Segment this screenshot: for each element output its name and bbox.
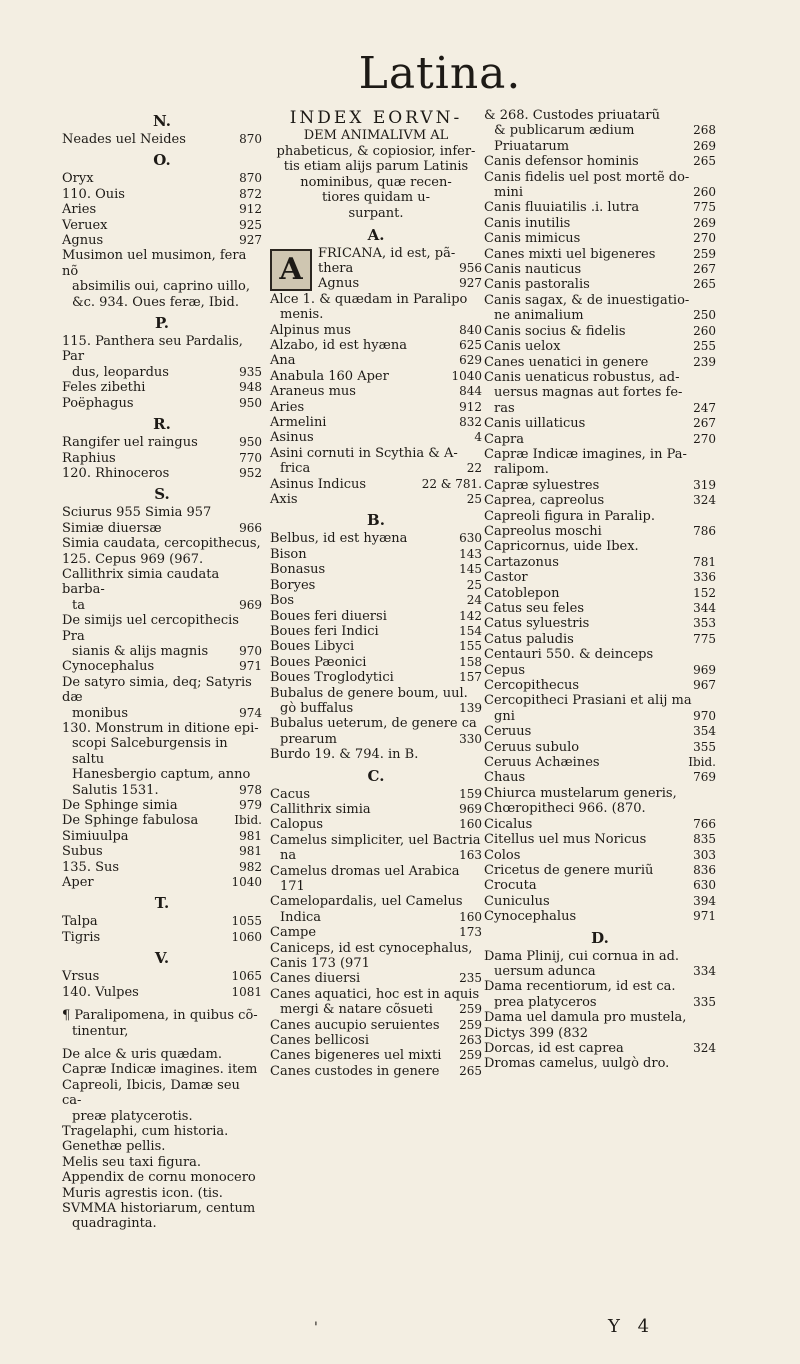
- signature-mark: Y 4: [608, 1316, 656, 1337]
- index-entry: Calopus 160: [270, 817, 482, 833]
- index-entry: Canis uelox 255: [484, 339, 716, 355]
- index-entry: Anabula 160 Aper 1040: [270, 368, 482, 384]
- index-entry: 125. Cepus 969 (967.: [62, 551, 204, 567]
- index-entry: De satyro simia, deq; Satyris dæ: [62, 674, 252, 706]
- index-entry: Boues feri diuersi 142: [270, 608, 482, 624]
- index-entry-cont: dus, leopardus 935: [72, 364, 262, 380]
- index-entry: Asinus Indicus 22 & 781.: [270, 476, 482, 492]
- index-entry: Asini cornuti in Scythia & A-: [270, 445, 458, 461]
- index-entry: & 268. Custodes priuatarũ: [484, 108, 661, 123]
- index-entry: Canis nauticus 267: [484, 262, 716, 278]
- index-entry: Alpinus mus 840: [270, 322, 482, 338]
- index-entry: Boues feri Indici 154: [270, 623, 482, 639]
- printer-mark: ': [314, 1320, 318, 1336]
- index-entry: Catus paludis 775: [484, 631, 716, 647]
- index-entry-cont: Salutis 1531. 978: [72, 782, 262, 798]
- index-entry-cont: &c. 934. Oues feræ, Ibid.: [72, 294, 239, 310]
- index-entry: Armelini 832: [270, 415, 482, 431]
- index-entry: Canes uenatici in genere 239: [484, 354, 716, 370]
- letter-heading-d: D.: [591, 928, 609, 947]
- index-entry: Callithrix simia caudata barba-: [62, 566, 220, 598]
- index-entry: Cuniculus 394: [484, 893, 716, 909]
- index-entry: Oryx 870: [62, 171, 262, 187]
- index-intro: surpant.: [348, 205, 404, 221]
- decorated-initial: A: [270, 249, 312, 291]
- letter-heading-n: N.: [153, 112, 171, 130]
- index-entry: Simia caudata, cercopithecus,: [62, 536, 261, 552]
- index-entry: Simiæ diuersæ 966: [62, 520, 262, 536]
- index-entry: Capra 270: [484, 431, 716, 447]
- index-entry: Callithrix simia 969: [270, 801, 482, 817]
- index-entry: Campe 173: [270, 925, 482, 941]
- index-entry: Cricetus de genere muriũ 836: [484, 862, 716, 878]
- index-entry: Bison 143: [270, 546, 482, 562]
- index-entry: Ceruus 354: [484, 724, 716, 740]
- index-entry: Veruex 925: [62, 217, 262, 233]
- index-entry: Canis inutilis 269: [484, 215, 716, 231]
- index-entry: Aries 912: [62, 202, 262, 218]
- index-intro: tiores quidam u-: [321, 190, 431, 206]
- index-intro: DEM ANIMALIVM AL: [303, 128, 449, 143]
- index-entry: 130. Monstrum in ditione epi-: [62, 721, 259, 736]
- index-entry: Boues Libyci 155: [270, 639, 482, 655]
- index-entry: Neades uel Neides 870: [62, 132, 262, 147]
- index-entry: Cartazonus 781: [484, 554, 716, 570]
- index-entry: Catus seu feles 344: [484, 601, 716, 616]
- index-entry-cont: uersus magnas aut fortes fe-: [494, 385, 683, 401]
- index-entry: Capreoli figura in Paralip.: [484, 508, 655, 524]
- index-entry: Raphius 770: [62, 450, 262, 466]
- index-entry: 140. Vulpes 1081: [62, 984, 262, 1000]
- index-entry: Bubalus de genere boum, uul.: [270, 685, 468, 701]
- index-entry-cont: thera 956: [318, 260, 482, 276]
- index-entry: Canis uillaticus 267: [484, 416, 716, 432]
- list-item: De alce & uris quædam.: [62, 1046, 222, 1062]
- index-entry: Citellus uel mus Noricus 835: [484, 832, 716, 848]
- index-entry: Canes bellicosi 263: [270, 1033, 482, 1049]
- list-item: Muris agrestis icon. (tis.: [62, 1185, 223, 1201]
- index-entry-cont: ta 969: [72, 597, 262, 613]
- index-entry: Canes mixti uel bigeneres 259: [484, 246, 716, 262]
- index-entry: Poëphagus 950: [62, 395, 262, 411]
- index-entry: Burdo 19. & 794. in B.: [270, 747, 419, 763]
- index-entry: Chiurca mustelarum generis,: [484, 785, 677, 801]
- index-entry: Alzabo, id est hyæna 625: [270, 338, 482, 353]
- letter-heading-t: T.: [154, 894, 170, 913]
- index-entry: Aper 1040: [62, 875, 262, 891]
- index-entry-cont: ne animalium 250: [494, 308, 716, 324]
- index-entry: Capreolus moschi 786: [484, 523, 716, 539]
- index-entry: Belbus, id est hyæna 630: [270, 531, 482, 547]
- index-column-2: [270, 108, 482, 1079]
- index-entry: Vrsus 1065: [62, 969, 262, 985]
- index-column-1: [62, 108, 262, 1232]
- index-entry-cont: ras 247: [494, 400, 716, 416]
- index-entry: Canis fluuiatilis .i. lutra 775: [484, 200, 716, 216]
- index-entry: Capricornus, uide Ibex.: [484, 539, 639, 555]
- paralipomena-heading: ¶ Paralipomena, in quibus cõ-: [62, 1008, 258, 1024]
- index-entry-cont: sianis & alijs magnis 970: [72, 643, 262, 659]
- index-entry-cont: & publicarum ædium 268: [494, 123, 716, 139]
- index-entry: Subus 981: [62, 844, 262, 860]
- letter-heading-c: C.: [367, 766, 385, 785]
- index-entry-cont: menis.: [280, 307, 324, 323]
- index-entry: Canes custodes in genere 265: [270, 1063, 482, 1079]
- index-entry-cont: mini 260: [494, 185, 716, 201]
- list-item: Melis seu taxi figura.: [62, 1154, 202, 1170]
- index-entry: Canis 173 (971: [270, 956, 370, 972]
- index-entry: Canes diuersi 235: [270, 971, 482, 987]
- index-entry: Canes bigeneres uel mixti 259: [270, 1048, 482, 1064]
- index-entry: Canis fidelis uel post mortẽ do-: [484, 169, 690, 185]
- letter-heading-b: B.: [367, 511, 385, 530]
- index-intro: tis etiam alijs parum Latinis: [283, 159, 469, 175]
- index-entry: Axis 25: [270, 492, 482, 508]
- index-entry: Canis socius & fidelis 260: [484, 323, 716, 339]
- index-entry: Dama Plinij, cui cornua in ad.: [484, 948, 680, 964]
- index-entry: Capræ syluestres 319: [484, 477, 716, 493]
- letter-heading-r: R.: [153, 415, 171, 434]
- index-entry: Tigris 1060: [62, 929, 262, 945]
- index-entry: Camelopardalis, uel Camelus: [270, 894, 463, 910]
- index-entry-cont: monibus 974: [72, 705, 262, 721]
- letter-heading-o: O.: [153, 151, 171, 170]
- index-entry-cont: frica 22: [280, 461, 482, 477]
- index-entry: Cynocephalus 971: [484, 909, 716, 925]
- index-entry: Ceruus Achæines Ibid.: [484, 755, 716, 771]
- list-item: quadraginta.: [72, 1216, 157, 1232]
- index-entry: Canis pastoralis 265: [484, 277, 716, 293]
- list-item: Appendix de cornu monocero: [62, 1170, 256, 1186]
- index-entry: Caprea, capreolus 324: [484, 493, 716, 509]
- index-entry: Crocuta 630: [484, 878, 716, 894]
- index-entry: Canes aucupio seruientes 259: [270, 1017, 482, 1033]
- paralipomena-heading-cont: tinentur,: [72, 1023, 129, 1039]
- index-entry: Cicalus 766: [484, 816, 716, 832]
- index-entry: Musimon uel musimon, fera nõ: [62, 248, 247, 279]
- index-entry: 135. Sus 982: [62, 859, 262, 875]
- index-entry-cont: gò buffalus 139: [280, 700, 482, 716]
- index-entry: Capræ Indicæ imagines, in Pa-: [484, 446, 687, 462]
- index-entry: Castor 336: [484, 570, 716, 586]
- index-entry-cont: 171: [280, 879, 305, 894]
- index-entry: Asinus 4: [270, 430, 482, 446]
- index-entry: Cercopitheci Prasiani et alij ma: [484, 693, 692, 709]
- index-entry: FRICANA, id est, pã-: [318, 245, 456, 261]
- index-column-3: [484, 108, 716, 1072]
- index-entry-cont: Priuatarum 269: [494, 138, 716, 154]
- page-title: Latina.: [358, 48, 522, 99]
- index-entry: Dorcas, id est caprea 324: [484, 1040, 716, 1056]
- index-entry: Bos 24: [270, 593, 482, 609]
- index-entry: Canis sagax, & de inuestigatio-: [484, 292, 690, 308]
- index-entry-cont: Hanesbergio captum, anno: [72, 767, 251, 783]
- list-item: Capreoli, Ibicis, Damæ seu ca-: [62, 1077, 240, 1109]
- list-item: SVMMA historiarum, centum: [62, 1200, 256, 1216]
- index-entry: Cacus 159: [270, 786, 482, 802]
- index-entry: Dictys 399 (832: [484, 1025, 589, 1041]
- index-entry: Catoblepon 152: [484, 585, 716, 601]
- index-entry: Boues Pæonici 158: [270, 654, 482, 670]
- index-entry: Dama uel damula pro mustela,: [484, 1010, 687, 1026]
- index-entry: 120. Rhinoceros 952: [62, 465, 262, 481]
- index-entry: De Sphinge simia 979: [62, 798, 262, 814]
- index-entry: Agnus 927: [318, 276, 482, 292]
- index-entry: Chœropitheci 966. (870.: [484, 801, 646, 817]
- index-entry: Simiuulpa 981: [62, 828, 262, 844]
- index-entry-cont: Indica 160: [280, 909, 482, 925]
- index-entry: Rangifer uel raingus 950: [62, 435, 262, 451]
- index-entry-cont: mergi & natare cõsueti 259: [280, 1002, 482, 1018]
- index-entry: Canis defensor hominis 265: [484, 154, 716, 170]
- index-entry-cont: gni 970: [494, 708, 716, 724]
- index-entry: Boryes 25: [270, 577, 482, 593]
- index-entry: Catus syluestris 353: [484, 616, 716, 632]
- index-entry: Boues Troglodytici 157: [270, 670, 482, 686]
- index-entry-cont: scopi Salceburgensis in saltu: [72, 736, 228, 767]
- index-entry-cont: na 163: [280, 848, 482, 864]
- index-entry: Canis uenaticus robustus, ad-: [484, 369, 680, 385]
- list-item: preæ platycerotis.: [72, 1108, 193, 1124]
- index-entry: Bonasus 145: [270, 562, 482, 578]
- index-intro: phabeticus, & copiosior, infer-: [276, 143, 476, 159]
- index-entry: Alce 1. & quædam in Paralipo: [270, 291, 468, 307]
- index-entry: Talpa 1055: [62, 914, 262, 930]
- index-entry: Cercopithecus 967: [484, 678, 716, 694]
- index-title: INDEX EORVN-: [289, 108, 463, 128]
- index-entry: Canes aquatici, hoc est in aquis: [270, 986, 480, 1002]
- index-entry: Colos 303: [484, 847, 716, 863]
- index-entry-cont: uersum adunca 334: [494, 963, 716, 979]
- index-entry: Chaus 769: [484, 770, 716, 786]
- letter-heading-v: V.: [154, 949, 170, 968]
- index-entry: Ceruus subulo 355: [484, 739, 716, 755]
- index-entry-cont: prea platyceros 335: [494, 994, 716, 1010]
- index-entry: De simijs uel cercopithecis Pra: [62, 613, 239, 644]
- letter-heading-a: A.: [367, 225, 385, 244]
- index-entry: Ana 629: [270, 353, 482, 369]
- index-entry-cont: prearum 330: [280, 731, 482, 747]
- index-entry: Camelus simpliciter, uel Bactria: [270, 832, 481, 848]
- index-entry: De Sphinge fabulosa Ibid.: [62, 813, 262, 829]
- index-entry: Cepus 969: [484, 662, 716, 678]
- index-entry: Feles zibethi 948: [62, 380, 262, 396]
- letter-heading-p: P.: [154, 314, 170, 333]
- index-entry: Camelus dromas uel Arabica: [270, 863, 460, 879]
- index-entry: Cynocephalus 971: [62, 659, 262, 675]
- index-entry: Sciurus 955 Simia 957: [62, 505, 212, 521]
- index-entry: Dama recentiorum, id est ca.: [484, 979, 676, 995]
- index-entry: Araneus mus 844: [270, 384, 482, 400]
- index-entry: Centauri 550. & deinceps: [484, 647, 654, 663]
- index-entry: Agnus 927: [62, 233, 262, 249]
- letter-heading-s: S.: [154, 485, 170, 504]
- index-intro: nominibus, quæ recen-: [300, 174, 452, 190]
- index-entry: Canis mimicus 270: [484, 231, 716, 247]
- index-entry: Bubalus ueterum, de genere ca: [270, 716, 477, 732]
- list-item: Tragelaphi, cum historia.: [62, 1123, 229, 1139]
- index-entry-cont: absimilis oui, caprino uillo,: [72, 279, 250, 295]
- list-item: Genethæ pellis.: [62, 1139, 166, 1155]
- index-entry: Caniceps, id est cynocephalus,: [270, 940, 473, 956]
- index-entry: 115. Panthera seu Pardalis, Par: [62, 334, 243, 365]
- list-item: Capræ Indicæ imagines. item: [62, 1062, 258, 1078]
- index-entry: Dromas camelus, uulgò dro.: [484, 1056, 670, 1072]
- decorated-initial-block: [270, 246, 482, 292]
- index-entry: Aries 912: [270, 399, 482, 415]
- index-entry: 110. Ouis 872: [62, 186, 262, 202]
- index-entry-cont: ralipom.: [494, 462, 549, 478]
